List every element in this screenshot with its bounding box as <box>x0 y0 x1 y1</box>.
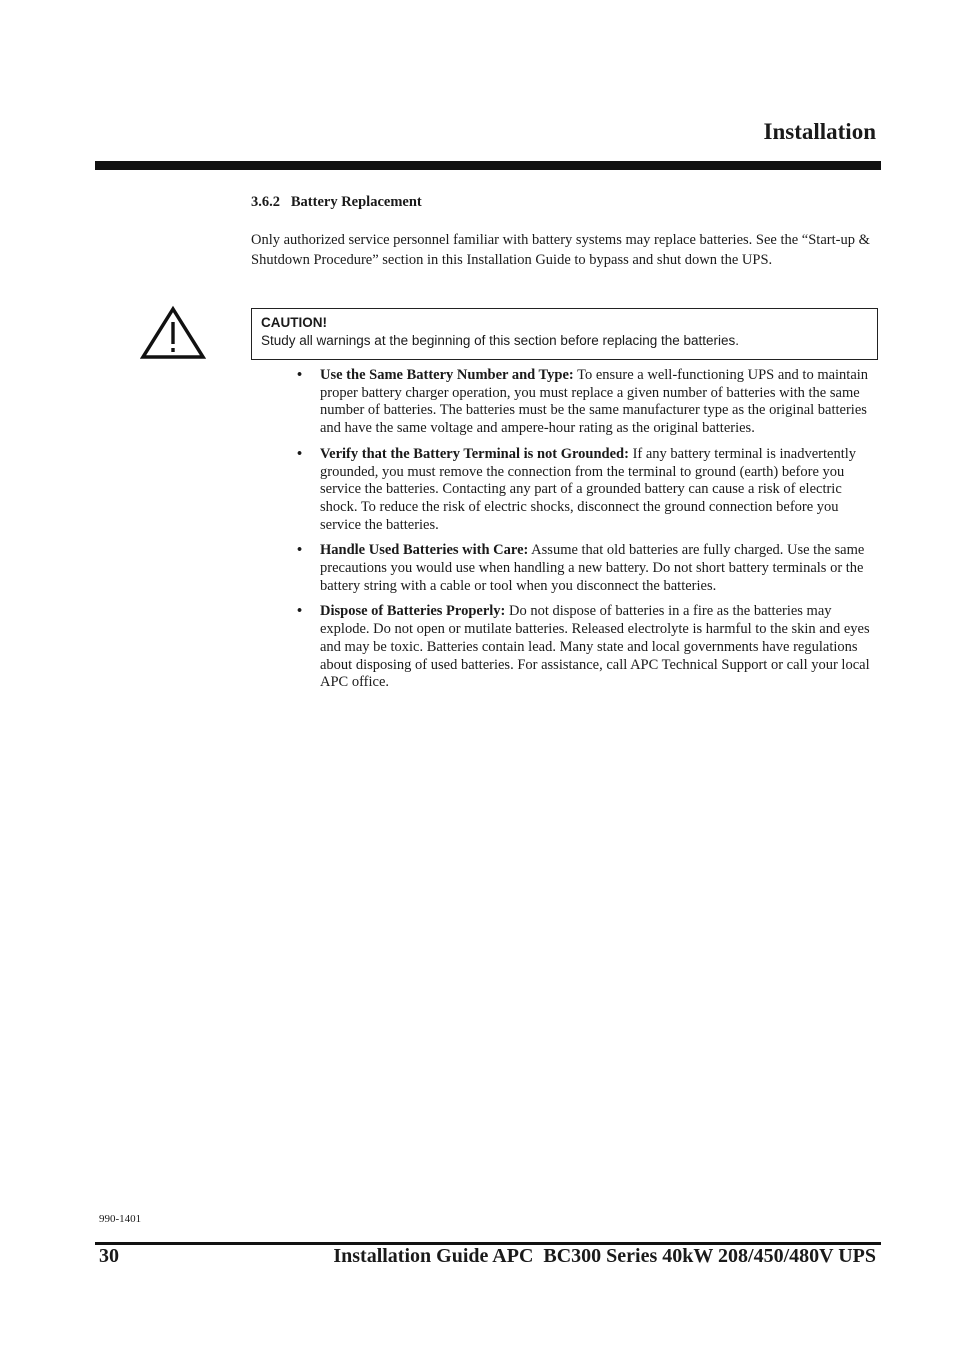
document-number: 990-1401 <box>99 1213 142 1225</box>
battery-guidelines-list <box>296 367 880 700</box>
bullet-icon: • <box>297 603 303 620</box>
list-item <box>296 542 880 595</box>
page-number: 30 <box>99 1245 119 1267</box>
list-item-text: Assume that old batteries are fully charged. Use the same precautions you would use when handling a new battery. Do not short battery terminals or the battery string with a cable or tool when you disconnect the batteries. <box>320 542 865 594</box>
list-item-lead: Handle Used Batteries with Care: <box>320 542 529 559</box>
list-item <box>296 603 880 692</box>
section-heading: 3.6.2 Battery Replacement <box>251 194 422 210</box>
list-item-lead: Use the Same Battery Number and Type: <box>320 367 574 383</box>
list-item <box>296 367 880 438</box>
page-header-title: Installation <box>763 119 876 144</box>
list-item-text: If any battery terminal is inadvertently grounded, you must remove the connection from the terminal to ground (earth) before you service the batteries. Contacting any part of a grounded battery can cause a risk of electric shock. To reduce the risk of electric shocks, disconnect the ground connection before you service the batteries. <box>320 445 857 533</box>
list-item-text: Do not dispose of batteries in a fire as the batteries may explode. Do not open or mutilate batteries. Released electrolyte is harmful to the skin and eyes and may be toxic. Batteries contain lead. Many state and local governments have regulations about disposing of used batteries. For assistance, call APC Technical Support or call your local APC office. <box>320 603 870 691</box>
intro-paragraph: Only authorized service personnel familiar with battery systems may replace batteries. See the “Start-up & Shutdown Procedure” section in this Installation Guide to bypass and shut down the UPS. <box>251 232 870 268</box>
list-item-lead: Verify that the Battery Terminal is not Grounded: <box>320 445 629 462</box>
bullet-icon: • <box>297 367 303 383</box>
caution-title: CAUTION! <box>261 315 327 330</box>
warning-triangle-icon <box>140 305 206 361</box>
footer-title: Installation Guide APC BC300 Series 40kW 208/450/480V UPS <box>333 1245 876 1267</box>
list-item <box>296 446 880 535</box>
caution-box <box>251 308 878 360</box>
bullet-icon: • <box>297 542 303 559</box>
caution-body: Study all warnings at the beginning of this section before replacing the batteries. <box>261 333 740 348</box>
list-item-lead: Dispose of Batteries Properly: <box>320 603 506 620</box>
bullet-icon: • <box>297 445 303 462</box>
list-item-text: To ensure a well-functioning UPS and to maintain proper battery charger operation, you must replace a given number of batteries with the same number of batteries. The batteries must be the same manufacturer type as the original batteries and have the same voltage and ampere-hour rating as the original batteries. <box>320 367 869 437</box>
header-rule <box>95 161 881 170</box>
